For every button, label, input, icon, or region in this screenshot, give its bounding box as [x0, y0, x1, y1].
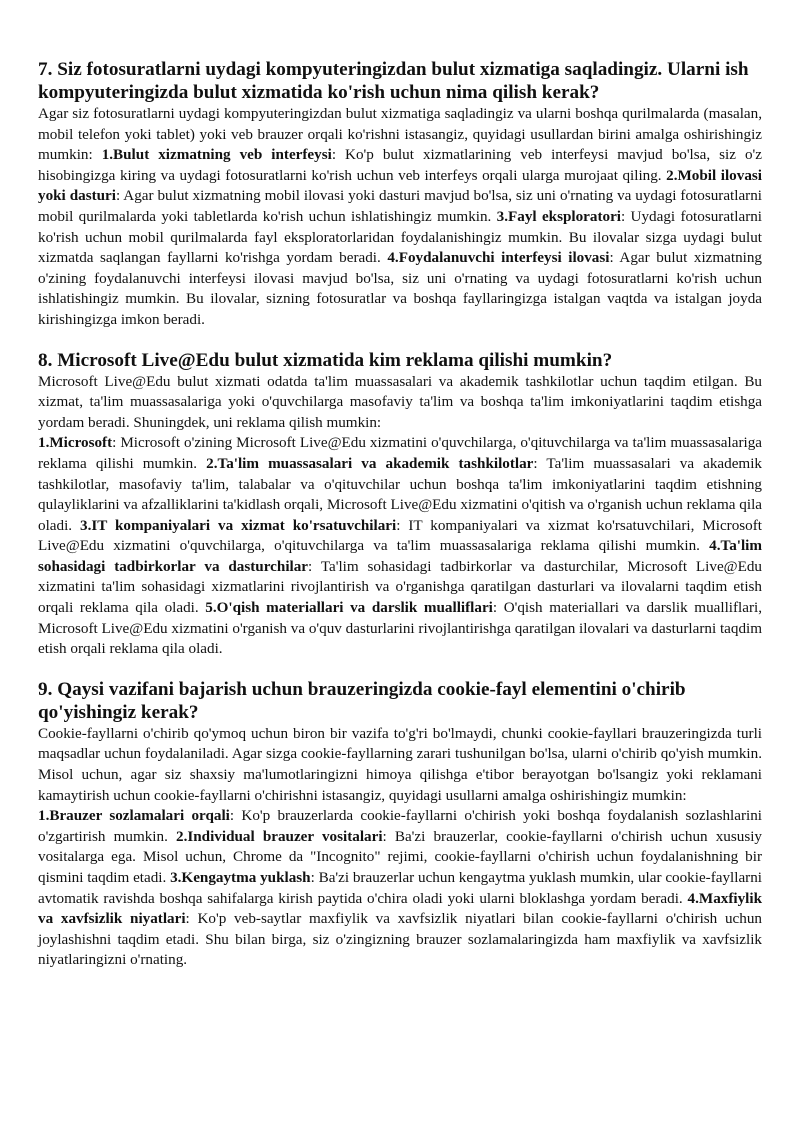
answer-term: 4.Ta'lim sohasidagi tadbirkorlar va dasturchilar: [38, 537, 762, 575]
question-7-answer: [38, 104, 762, 331]
answer-term: 4.Maxfiylik va xavfsizlik niyatlari: [38, 889, 762, 928]
answer-text: : Ta'lim sohasidagi tadbirkorlar va dasturchilar, Microsoft Live@Edu xizmatini ta'lim sohasidagi xizmatlarini rivojlantirish va o'rganishga qaratilgan dasturlari va ilovalarni taqdim etish orqali reklama qila oladi.: [38, 557, 762, 617]
question-8-section: [38, 349, 762, 660]
answer-text: Microsoft Live@Edu bulut xizmati odatda ta'lim muassasalari va akademik tashkilotlar uchun taqdim etilgan. Bu xizmat, ta'lim muassasalariga yoki o'quvchilarga masofaviy ta'lim va boshqa ta'lim imkoniyatlarini taqdim etishga yordam beradi. Shuningdek, uni reklama qilish mumkin:: [38, 372, 762, 431]
answer-text: : O'qish materiallari va darslik mualliflari, Microsoft Live@Edu xizmatini o'rganish va o'quv dasturlarini rivojlantirishga qaratilgan ilovalari va dasturlarni taqdim etish orqali reklama qila oladi.: [38, 599, 762, 658]
question-7-title: 7. Siz fotosuratlarni uydagi kompyuteringizdan bulut xizmatiga saqladingiz. Ularni ish kompyuteringizda bulut xizmatida ko'rish uchun nima qilish kerak?: [38, 59, 749, 103]
answer-text: : Ba'zi brauzerlar, cookie-fayllarni o'chirish uchun xususiy vositalarga ega. Misol uchun, Chrome da "Incognito" rejimi, cookie-fayllarni o'chirish uchun foydalanishning bir qismini taqdim etadi.: [38, 827, 762, 886]
answer-text: : Ba'zi brauzerlar uchun kengaytma yuklash mumkin, ular cookie-fayllarni avtomatik ravishda boshqa sahifalarga kirish paytida o'chira oladi yoki ularni bloklashga yordam beradi.: [38, 869, 762, 907]
answer-term: 2.Mobil ilovasi yoki dasturi: [38, 166, 762, 205]
question-9-section: [38, 678, 762, 971]
answer-text: Cookie-fayllarni o'chirib qo'ymoq uchun biron bir vazifa to'g'ri bo'lmaydi, chunki cookie-fayllari brauzeringizda turli maqsadlar uchun foydalaniladi. Agar sizga cookie-fayllarning zarari tushunilgan bo'lsa, ularni o'chirib qo'yish mumkin. Misol uchun, agar siz shaxsiy ma'lumotlaringizni himoya qilishga e'tibor berayotgan bo'lsangiz yoki reklamani kamaytirish uchun cookie-fayllarni o'chirishni istasangiz, quyidagi usullarni amalga oshirishingiz mumkin:: [38, 724, 762, 804]
question-9-intro: [38, 724, 762, 806]
answer-text: : Agar bulut xizmatning o'zining foydalanuvchi interfeysi ilovasi mavjud bo'lsa, siz uni o'rnating va uydagi fotosuratlarni ko'rish uchun ishlatishingiz mumkin. Bu ilovalar, sizning fotosuratlar va boshqa fayllaringizga istalgan vaqtda va istalgan joyda kirishingizga imkon beradi.: [38, 249, 763, 328]
question-9-title: 9. Qaysi vazifani bajarish uchun brauzeringizda cookie-fayl elementini o'chirib qo'yishingiz kerak?: [38, 678, 686, 723]
answer-term: 3.IT kompaniyalari va xizmat ko'rsatuvchilari: [80, 516, 397, 534]
answer-text: : Uydagi fotosuratlarni ko'rish uchun mobil qurilmalarda fayl eksploratorlaridan foydalanishingiz mumkin. Bu ilovalar sizga uydagi bulut xizmatda saqlangan fayllarni ko'rishga yordam beradi.: [38, 207, 763, 267]
answer-text: : Ko'p veb-saytlar maxfiylik va xavfsizlik niyatlari bilan cookie-fayllarni o'chirish uchun joylashishni taqdim etadi. Shu bilan birga, siz o'zingizning brauzer sozlamalaringizda ham maxfiylik va xavfsizlik niyatlaringizni o'rnating.: [38, 910, 762, 969]
answer-term: 1.Microsoft: [38, 434, 113, 452]
answer-term: 1.Brauzer sozlamalari orqali: [38, 807, 230, 825]
answer-text: : IT kompaniyalari va xizmat ko'rsatuvchilari, Microsoft Live@Edu xizmatini o'quvchilarga, o'qituvchilarga va ta'lim muassasalariga reklama qilishi mumkin.: [38, 516, 762, 555]
question-8-answer: [38, 433, 762, 660]
answer-text: Agar siz fotosuratlarni uydagi kompyuteringizdan bulut xizmatiga saqladingiz va ularni boshqa qurilmalarda (masalan, mobil telefon yoki tablet) yoki veb brauzer orqali ko'rishni istasangiz, quyidagi usullardan birini amalga oshirishingiz mumkin:: [38, 105, 762, 164]
question-8-intro: [38, 372, 762, 434]
question-8-title: 8. Microsoft Live@Edu bulut xizmatida kim reklama qilishi mumkin?: [38, 349, 613, 371]
answer-text: : Ta'lim muassasalari va akademik tashkilotlar, masofaviy ta'lim, talabalar va o'qituvchilar uchun boshqa ta'lim imkoniyatlarini taqdim etishning qulayliklarini va afzalliklarini ta'kidlash orqali, Microsoft Live@Edu xizmatini o'qitish va o'rganish uchun reklama qila oladi.: [38, 454, 762, 534]
answer-text: : Microsoft o'zining Microsoft Live@Edu xizmatini o'quvchilarga, o'qituvchilarga va ta'lim muassasalariga reklama qilishi mumkin.: [38, 434, 762, 472]
answer-term: 1.Bulut xizmatning veb interfeysi: [101, 146, 332, 164]
answer-text: : Ko'p bulut xizmatlarining veb interfeysi mavjud bo'lsa, siz o'z hisobingizga kiring va uydagi fotosuratlarni ko'rish uchun veb interfeys orqali ularga murojaat qiling.: [38, 146, 762, 184]
answer-term: 2.Ta'lim muassasalari va akademik tashkilotlar: [206, 454, 534, 472]
question-7-section: [38, 58, 762, 331]
answer-term: 4.Foydalanuvchi interfeysi ilovasi: [387, 249, 610, 267]
answer-text: : Agar bulut xizmatning mobil ilovasi yoki dasturi mavjud bo'lsa, siz uni o'rnating va uydagi fotosuratlarni mobil qurilmalarda yoki tabletlarda ko'rish uchun ishlatishingiz mumkin.: [38, 187, 762, 225]
answer-term: 2.Individual brauzer vositalari: [176, 827, 383, 845]
question-9-answer: [38, 806, 762, 971]
answer-term: 3.Kengaytma yuklash: [170, 869, 311, 886]
answer-text: : Ko'p brauzerlarda cookie-fayllarni o'chirish yoki boshqa foydalanish sozlashlarini o'zgartirish mumkin.: [38, 807, 762, 845]
answer-term: 5.O'qish materiallari va darslik mualliflari: [205, 599, 493, 617]
answer-term: 3.Fayl eksploratori: [496, 207, 622, 225]
